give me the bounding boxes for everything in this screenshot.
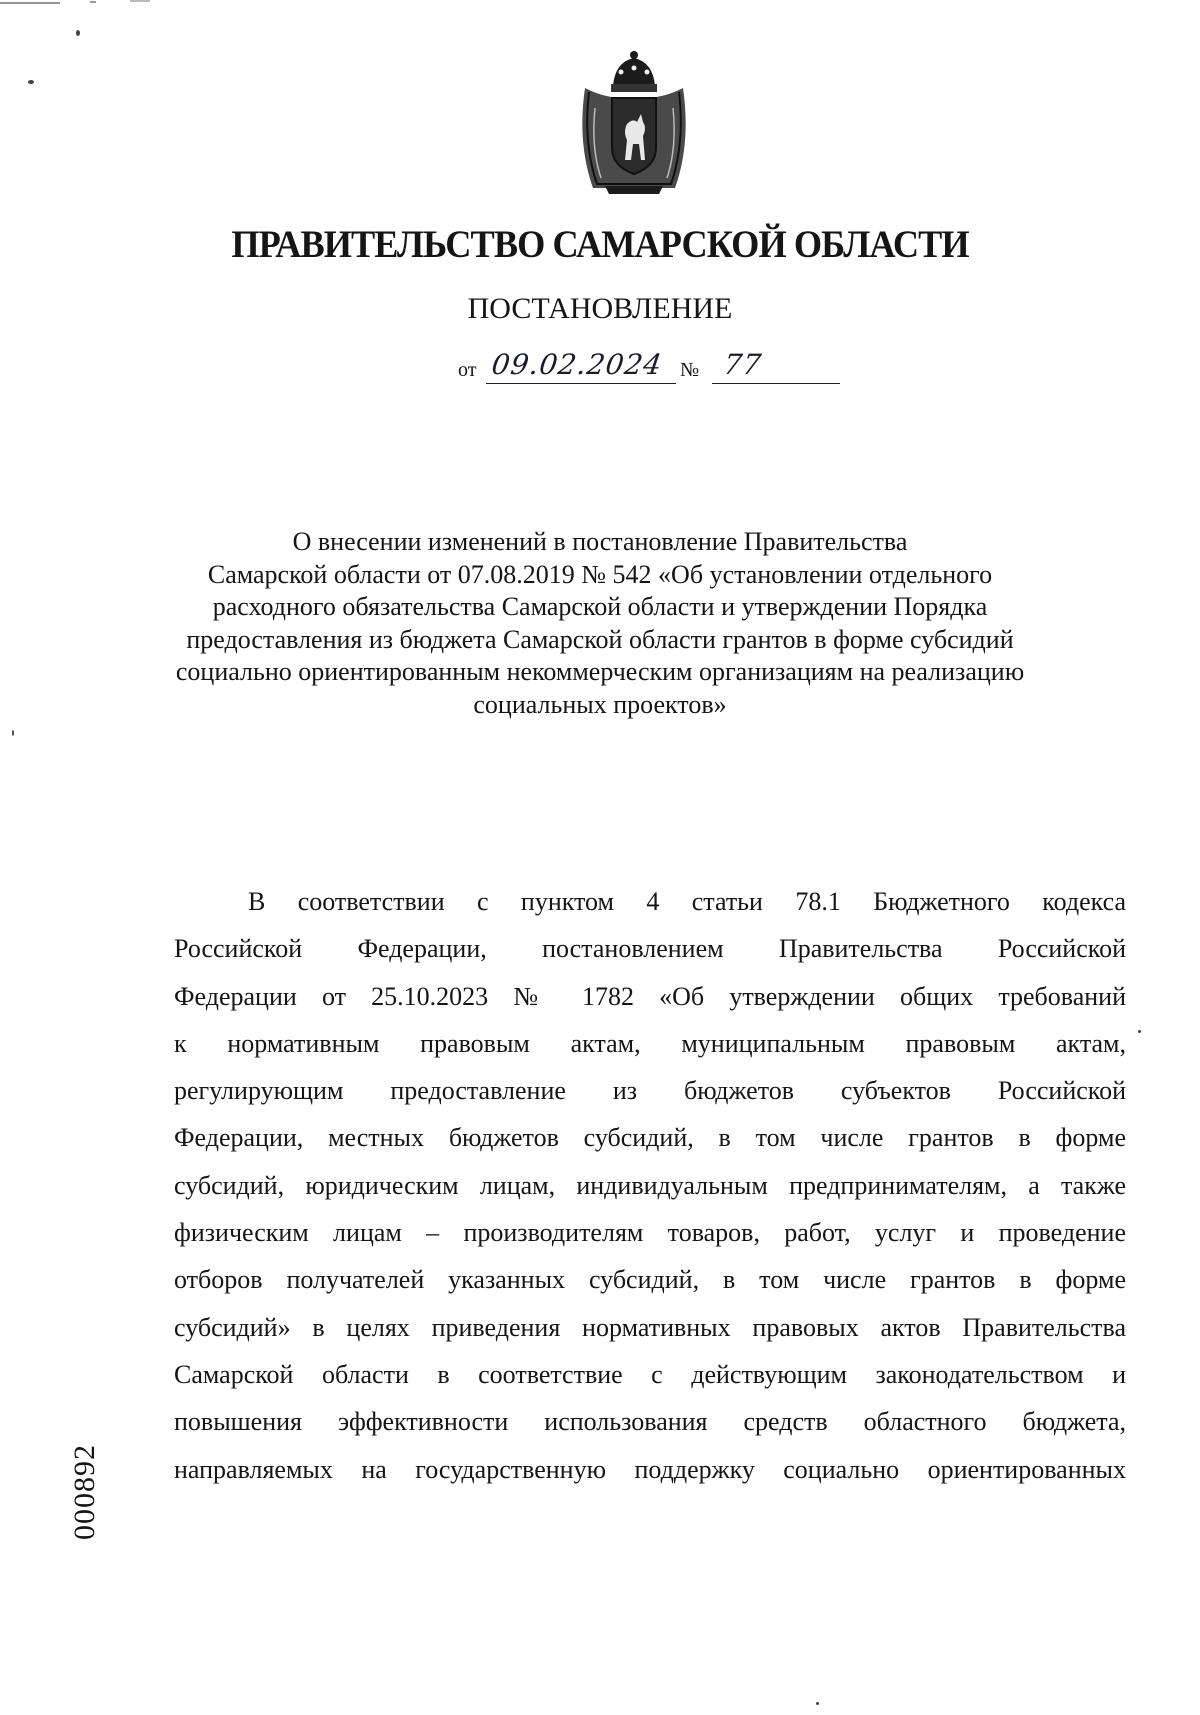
body-line: субсидий, юридическим лицам, индивидуальным предпринимателям, а также	[174, 1170, 1126, 1200]
subject-line: социально ориентированным некоммерческим организациям на реализацию	[175, 657, 1025, 687]
org-title: ПРАВИТЕЛЬСТВО САМАРСКОЙ ОБЛАСТИ	[231, 223, 969, 266]
body-line: отборов получателей указанных субсидий, в том числе грантов в форме	[174, 1265, 1126, 1295]
subject-line: предоставления из бюджета Самарской области грантов в форме субсидий	[186, 624, 1014, 654]
date-prefix-label: от	[458, 359, 477, 381]
body-line: Федерации от 25.10.2023 № 1782 «Об утверждении общих требований	[174, 981, 1126, 1011]
body-line: Самарской области в соответствие с действующим законодательством и	[174, 1359, 1126, 1389]
body-line: Федерации, местных бюджетов субсидий, в том числе грантов в форме	[174, 1123, 1126, 1153]
doc-type-title: ПОСТАНОВЛЕНИЕ	[467, 292, 733, 325]
scan-speck	[816, 1702, 819, 1705]
body-paragraph	[174, 878, 1126, 1493]
samara-coat-of-arms-icon	[575, 48, 693, 198]
body-line: регулирующим предоставление из бюджетов субъектов Российской	[174, 1076, 1126, 1106]
date-number-line	[458, 344, 858, 388]
side-serial-number: 000892	[68, 1444, 101, 1540]
scan-speck	[1138, 1030, 1141, 1033]
body-line: к нормативным правовым актам, муниципальным правовым актам,	[174, 1028, 1126, 1058]
body-line: В соответствии с пунктом 4 статьи 78.1 Бюджетного кодекса	[248, 887, 1126, 916]
scan-speck	[76, 30, 80, 36]
subject-line: Самарской области от 07.08.2019 № 542 «Об установлении отдельного	[207, 559, 993, 589]
number-prefix-label: №	[680, 359, 700, 381]
scan-speck	[12, 730, 14, 736]
subject-block	[170, 526, 1030, 722]
body-line: Российской Федерации, постановлением Правительства Российской	[174, 934, 1126, 964]
date-field	[486, 347, 676, 384]
body-line: направляемых на государственную поддержку социально ориентированных	[174, 1454, 1126, 1484]
body-line: повышения эффективности использования средств областного бюджета,	[174, 1407, 1126, 1437]
body-line: физическим лицам – производителям товаров, работ, услуг и проведение	[174, 1218, 1126, 1248]
handwritten-date: 09.02.2024	[489, 348, 665, 381]
scan-speck	[28, 80, 34, 84]
body-line: субсидий» в целях приведения нормативных правовых актов Правительства	[174, 1312, 1126, 1342]
number-field	[712, 347, 840, 384]
subject-line: О внесении изменений в постановление Правительства	[292, 527, 908, 556]
handwritten-number: 77	[721, 348, 764, 381]
subject-line: расходного обязательства Самарской области и утверждении Порядка	[212, 592, 988, 622]
scan-edge-mark	[0, 0, 160, 10]
subject-line: социальных проектов»	[473, 689, 727, 719]
